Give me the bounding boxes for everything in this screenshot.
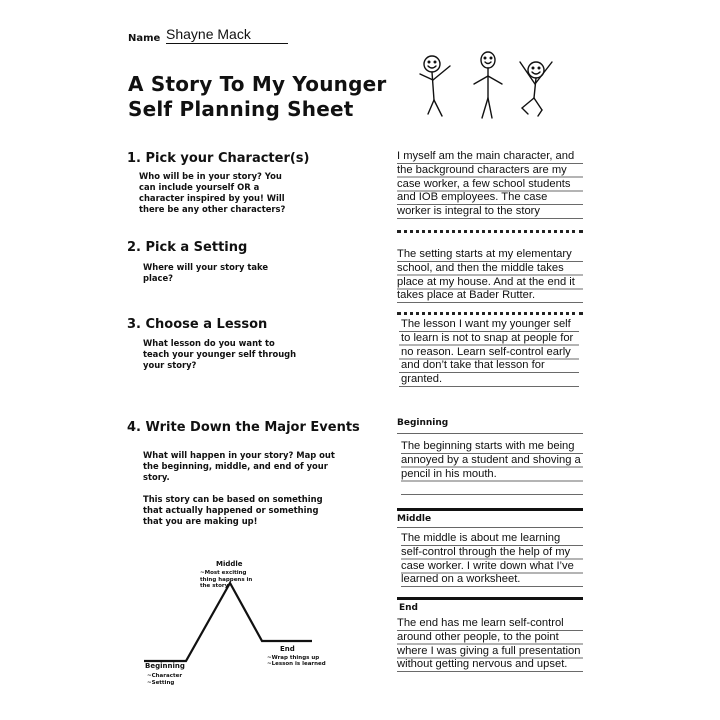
beginning-answer[interactable]: The beginning starts with me being annoyed by a student and shoving a pencil in his mouth. [401, 440, 583, 496]
section-2-title: 2. Pick a Setting [127, 240, 248, 255]
section-1-description: Who will be in your story? You can include yourself OR a character inspired by you! Will there be any other characters? [139, 171, 286, 214]
title-line-2: Self Planning Sheet [128, 97, 354, 121]
section-separator-2 [397, 312, 583, 315]
section-4-description-1: What will happen in your story? Map out the beginning, middle, and end of your story. [143, 450, 335, 482]
section-2-answer[interactable]: The setting starts at my elementary school, and then the middle takes place at my house. And at the end it takes place at Bader Rutter. [397, 248, 583, 304]
beginning-label: Beginning [397, 418, 449, 428]
middle-label: Middle [397, 514, 432, 524]
arc-end-label: End [280, 645, 295, 653]
section-separator-1 [397, 230, 583, 233]
middle-top-line [397, 527, 583, 528]
name-field[interactable]: Shayne Mack [166, 26, 288, 44]
stick-figure-right [520, 62, 552, 116]
name-label: Name [128, 33, 161, 44]
arc-middle-label: Middle [216, 560, 243, 568]
section-1-title: 1. Pick your Character(s) [127, 151, 310, 166]
arc-beginning-label: Beginning [145, 662, 185, 670]
arc-end-note-1: ~Wrap things up [267, 655, 320, 661]
middle-answer[interactable]: The middle is about me learning self-control through the help of my case worker. I write down what I’ve learned on a worksheet. [401, 532, 583, 588]
arc-middle-note: ~Most exciting thing happens in the story [200, 570, 253, 589]
section-4-title: 4. Write Down the Major Events [127, 420, 360, 435]
stick-figure-left [420, 56, 450, 116]
section-3-description: What lesson do you want to teach your younger self through your story? [143, 338, 297, 370]
section-3-title: 3. Choose a Lesson [127, 317, 268, 332]
end-top-rule [397, 597, 583, 600]
stick-figures-illustration [410, 50, 580, 130]
section-1-answer[interactable]: I myself am the main character, and the background characters are my case worker, a few school students and IOB employees. The case worker is integral to the story [397, 150, 583, 220]
end-answer[interactable]: The end has me learn self-control around other people, to the point where I was giving a full presentation without getting nervous and upset. [397, 617, 583, 675]
page-title [128, 72, 398, 122]
end-label: End [399, 603, 418, 613]
section-2-description: Where will your story take place? [143, 262, 269, 283]
title-line-1: A Story To My Younger [128, 72, 387, 96]
section-4-description-2: This story can be based on something that actually happened or something that you are making up! [143, 494, 323, 526]
section-3-answer[interactable]: The lesson I want my younger self to learn is not to snap at people for no reason. Learn self-control early and don’t take that lesson for granted. [399, 318, 579, 388]
beginning-top-line [397, 433, 583, 434]
arc-end-note-2: ~Lesson is learned [267, 661, 326, 667]
middle-top-rule [397, 508, 583, 511]
arc-beginning-note-1: ~Character [147, 673, 183, 679]
stick-figure-middle [474, 52, 502, 118]
arc-beginning-note-2: ~Setting [147, 680, 175, 686]
